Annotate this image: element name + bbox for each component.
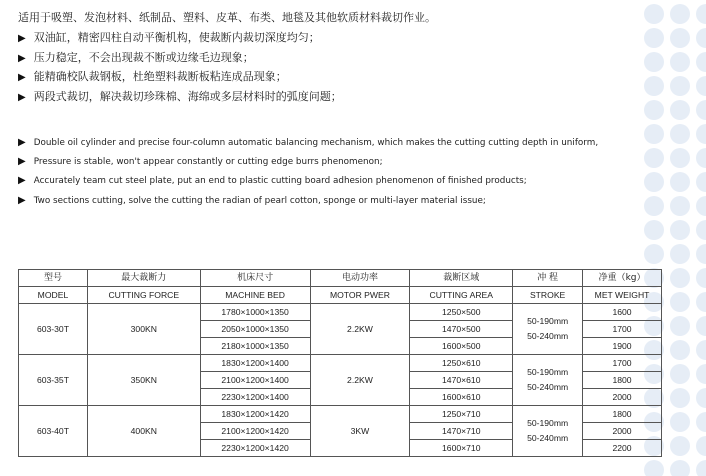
bed-cell: 2100×1200×1400: [200, 372, 310, 389]
decorative-dot: [644, 124, 664, 144]
feature-en-text: Accurately team cut steel plate, put an end to plastic cutting board adhesion phenomenon of finished products;: [33, 176, 527, 187]
decorative-dot: [644, 196, 664, 216]
weight-cell: 1700: [583, 355, 662, 372]
header-row-en: [19, 287, 662, 304]
stroke-value: 50-240mm: [527, 331, 569, 341]
bed-cell: 2230×1200×1420: [200, 440, 310, 457]
stroke-cell: [513, 304, 583, 355]
decorative-dot: [696, 52, 706, 72]
decorative-dot: [670, 172, 690, 192]
decorative-dot: [696, 4, 706, 24]
decorative-dot: [670, 196, 690, 216]
triangle-bullet-icon: ▶: [18, 52, 26, 64]
decorative-dot: [696, 268, 706, 288]
decorative-dot: [696, 244, 706, 264]
stroke-value: 50-240mm: [527, 382, 569, 392]
header-power-en: MOTOR PWER: [310, 287, 410, 304]
feature-cn-text: 两段式裁切，解决裁切珍珠棉、海绵或多层材料时的弧度问题；: [33, 89, 342, 103]
power-cell: 2.2KW: [310, 304, 410, 355]
feature-cn-item: [18, 48, 342, 68]
area-cell: 1600×610: [410, 389, 513, 406]
decorative-dot: [670, 460, 690, 476]
triangle-bullet-icon: ▶: [18, 175, 26, 187]
feature-en-item: [18, 152, 598, 171]
header-model-cn: 型号: [19, 270, 88, 287]
intro-text: 适用于吸塑、发泡材料、纸制品、塑料、皮革、布类、地毯及其他软质材料裁切作业。: [18, 11, 436, 24]
decorative-dot: [644, 52, 664, 72]
decorative-dot: [696, 124, 706, 144]
feature-en-text: Pressure is stable, won't appear constantly or cutting edge burrs phenomenon;: [33, 157, 383, 168]
power-cell: 3KW: [310, 406, 410, 457]
decorative-dot: [696, 364, 706, 384]
decorative-dot: [696, 436, 706, 456]
table-row: [19, 406, 662, 423]
decorative-dot: [696, 196, 706, 216]
model-cell: 603-30T: [19, 304, 88, 355]
decorative-dot: [670, 340, 690, 360]
header-bed-cn: 机床尺寸: [200, 270, 310, 287]
weight-cell: 1900: [583, 338, 662, 355]
decorative-dot: [696, 100, 706, 120]
decorative-dot: [670, 364, 690, 384]
header-area-en: CUTTING AREA: [410, 287, 513, 304]
decorative-dot: [670, 268, 690, 288]
decorative-dot: [670, 316, 690, 336]
area-cell: 1250×610: [410, 355, 513, 372]
area-cell: 1600×500: [410, 338, 513, 355]
feature-en-item: [18, 191, 598, 210]
stroke-cell: [513, 355, 583, 406]
weight-cell: 1700: [583, 321, 662, 338]
weight-cell: 1800: [583, 372, 662, 389]
weight-cell: 2000: [583, 423, 662, 440]
force-cell: 300KN: [87, 304, 200, 355]
feature-cn-item: [18, 87, 342, 107]
decorative-dot: [644, 28, 664, 48]
force-cell: 400KN: [87, 406, 200, 457]
decorative-dot: [644, 220, 664, 240]
bed-cell: 1830×1200×1420: [200, 406, 310, 423]
decorative-dot: [696, 292, 706, 312]
triangle-bullet-icon: ▶: [18, 33, 26, 44]
decorative-dot: [696, 412, 706, 432]
bed-cell: 1780×1000×1350: [200, 304, 310, 321]
decorative-dot: [696, 460, 706, 476]
bed-cell: 2100×1200×1420: [200, 423, 310, 440]
spec-table: [18, 269, 662, 457]
feature-cn-item: [18, 28, 342, 48]
weight-cell: 1600: [583, 304, 662, 321]
stroke-value: 50-190mm: [527, 316, 569, 326]
triangle-bullet-icon: ▶: [18, 137, 26, 148]
bed-cell: 1830×1200×1400: [200, 355, 310, 372]
decorative-dot: [670, 100, 690, 120]
decorative-dot: [696, 340, 706, 360]
feature-en-text: Double oil cylinder and precise four-column automatic balancing mechanism, which makes the cutting cutting depth in uniform,: [33, 138, 599, 148]
bed-cell: 2180×1000×1350: [200, 338, 310, 355]
decorative-dot: [670, 4, 690, 24]
features-en-list: [18, 133, 598, 210]
header-area-cn: 裁断区域: [410, 270, 513, 287]
feature-cn-item: [18, 67, 342, 87]
area-cell: 1600×710: [410, 440, 513, 457]
decorative-dot: [644, 100, 664, 120]
bed-cell: 2050×1000×1350: [200, 321, 310, 338]
decorative-dot: [670, 76, 690, 96]
table-row: [19, 304, 662, 321]
area-cell: 1470×500: [410, 321, 513, 338]
feature-cn-text: 压力稳定，不会出现裁不断或边缘毛边现象；: [33, 50, 254, 64]
triangle-bullet-icon: ▶: [18, 194, 26, 206]
decorative-dot: [696, 148, 706, 168]
triangle-bullet-icon: ▶: [18, 72, 26, 83]
features-cn-list: [18, 28, 342, 106]
decorative-dot: [644, 244, 664, 264]
decorative-dot: [670, 52, 690, 72]
decorative-dot: [670, 436, 690, 456]
decorative-dot: [670, 148, 690, 168]
decorative-dot: [696, 76, 706, 96]
decorative-dot: [644, 148, 664, 168]
bed-cell: 2230×1200×1400: [200, 389, 310, 406]
decorative-dot: [644, 460, 664, 476]
feature-cn-text: 双油缸，精密四柱自动平衡机构，使裁断内裁切深度均匀；: [33, 31, 320, 44]
decorative-dot: [670, 244, 690, 264]
decorative-dot: [644, 4, 664, 24]
stroke-cell: [513, 406, 583, 457]
triangle-bullet-icon: ▶: [18, 91, 26, 103]
decorative-dot: [670, 124, 690, 144]
header-stroke-en: STROKE: [513, 287, 583, 304]
decorative-dot: [670, 388, 690, 408]
triangle-bullet-icon: ▶: [18, 156, 26, 168]
power-cell: 2.2KW: [310, 355, 410, 406]
decorative-dot: [644, 76, 664, 96]
feature-en-text: Two sections cutting, solve the cutting the radian of pearl cotton, sponge or multi-layer material issue;: [33, 195, 486, 206]
stroke-value: 50-190mm: [527, 367, 569, 377]
area-cell: 1470×610: [410, 372, 513, 389]
header-force-cn: 最大裁断力: [87, 270, 200, 287]
stroke-value: 50-190mm: [527, 418, 569, 428]
decorative-dot: [696, 28, 706, 48]
header-weight-en: MET WEIGHT: [583, 287, 662, 304]
model-cell: 603-35T: [19, 355, 88, 406]
area-cell: 1470×710: [410, 423, 513, 440]
weight-cell: 2200: [583, 440, 662, 457]
decorative-dot: [644, 172, 664, 192]
decorative-dot: [670, 28, 690, 48]
weight-cell: 2000: [583, 389, 662, 406]
feature-en-item: [18, 171, 598, 190]
decorative-dot: [670, 220, 690, 240]
header-row-cn: [19, 270, 662, 287]
force-cell: 350KN: [87, 355, 200, 406]
feature-en-item: [18, 133, 598, 152]
decorative-dot: [696, 316, 706, 336]
feature-cn-text: 能精确校队裁钢板，杜绝塑料裁断板粘连成品现象；: [33, 70, 287, 83]
header-stroke-cn: 冲 程: [513, 270, 583, 287]
model-cell: 603-40T: [19, 406, 88, 457]
decorative-dot: [696, 172, 706, 192]
header-bed-en: MACHINE BED: [200, 287, 310, 304]
header-weight-cn: 净重（kg）: [583, 270, 662, 287]
header-force-en: CUTTING FORCE: [87, 287, 200, 304]
weight-cell: 1800: [583, 406, 662, 423]
area-cell: 1250×710: [410, 406, 513, 423]
stroke-value: 50-240mm: [527, 433, 569, 443]
decorative-dot: [696, 220, 706, 240]
decorative-dot: [696, 388, 706, 408]
decorative-dot: [670, 292, 690, 312]
table-row: [19, 355, 662, 372]
header-power-cn: 电动功率: [310, 270, 410, 287]
area-cell: 1250×500: [410, 304, 513, 321]
header-model-en: MODEL: [19, 287, 88, 304]
decorative-dot: [670, 412, 690, 432]
